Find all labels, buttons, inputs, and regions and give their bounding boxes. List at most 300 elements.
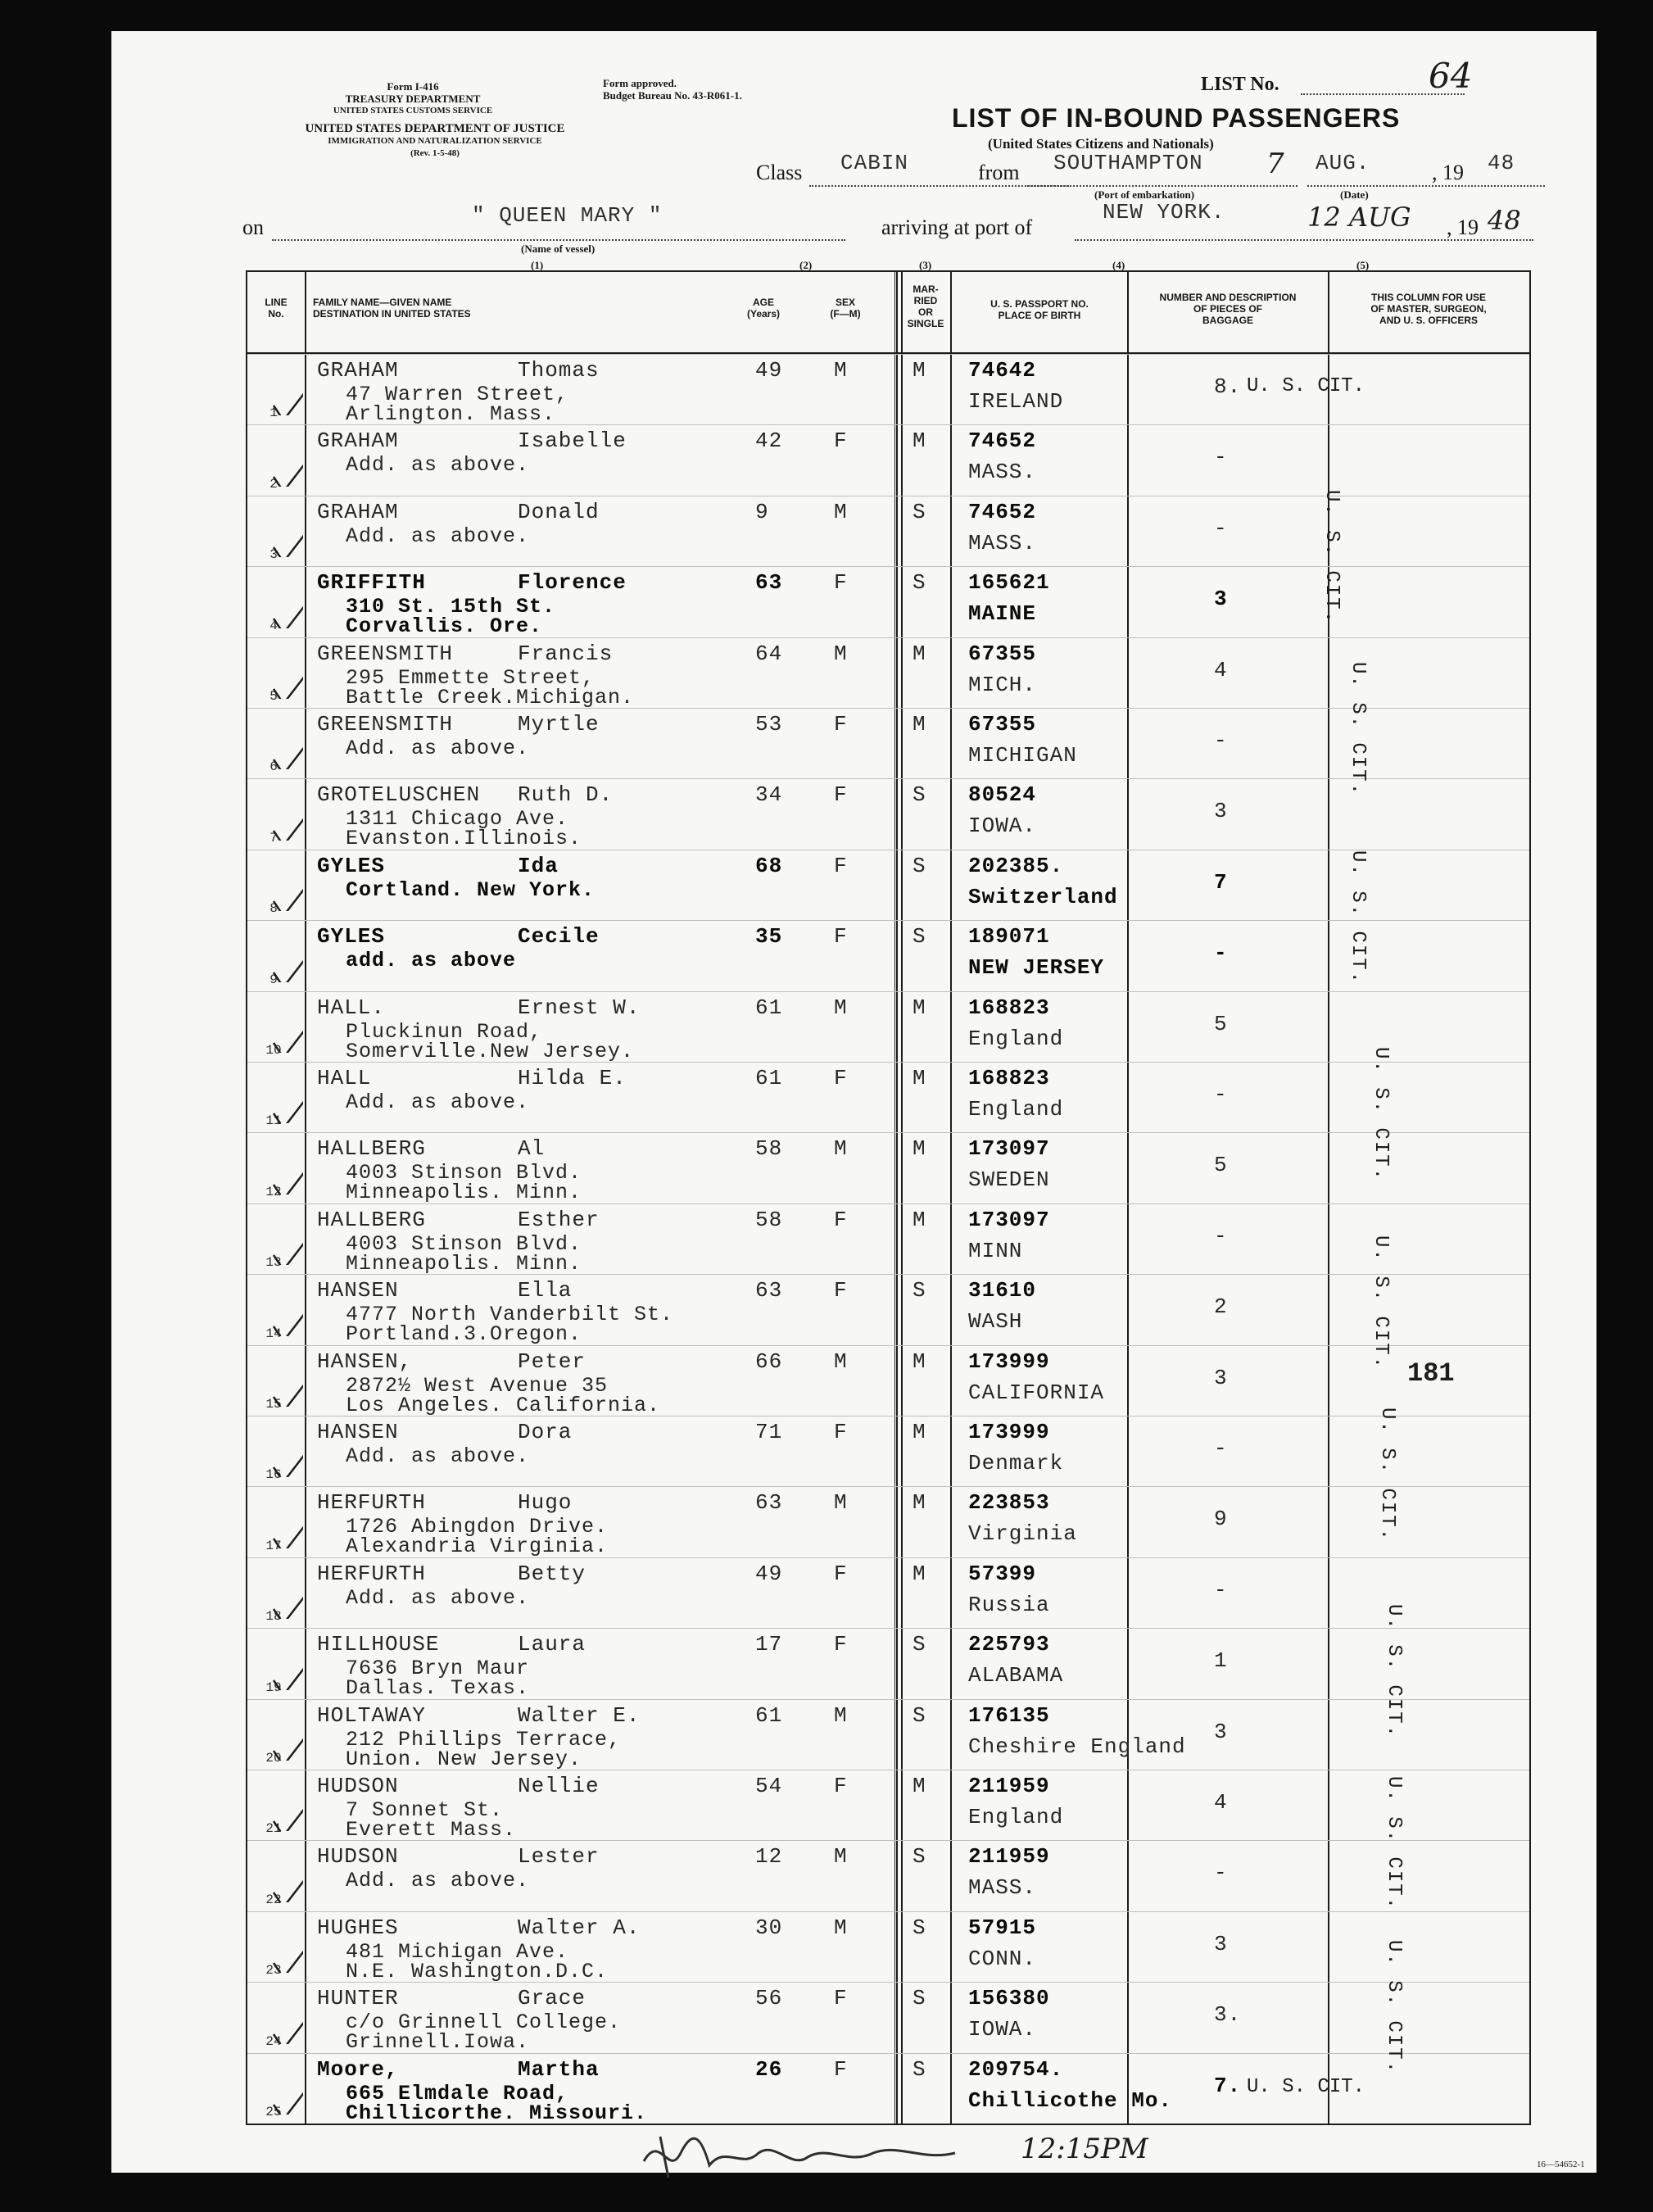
place-of-birth: MASS. <box>968 1875 1037 1901</box>
sex: F <box>834 853 848 878</box>
age: 64 <box>755 641 783 666</box>
passport-number: 211959 <box>968 1844 1050 1870</box>
baggage-count: 8. <box>1214 374 1242 399</box>
address-line-1: 1311 Chicago Ave. <box>346 807 569 832</box>
vessel-name: " QUEEN MARY " <box>472 203 663 228</box>
address-line-1: 2872½ West Avenue 35 <box>346 1373 609 1398</box>
sex: F <box>834 1561 848 1586</box>
table-row <box>247 1203 1529 1275</box>
passport-number: 168823 <box>968 995 1050 1020</box>
arrival-year: 48 <box>1488 205 1521 236</box>
table-row <box>247 708 1529 779</box>
checkmark-icon <box>270 941 303 982</box>
place-of-birth: Chillicothe Mo. <box>968 2087 1173 2113</box>
checkmark-icon <box>270 1436 303 1477</box>
line-number: 9 <box>269 972 278 987</box>
arriving-label: arriving at port of <box>881 215 1033 239</box>
table-row <box>247 637 1529 709</box>
family-name: GYLES <box>317 924 386 950</box>
address-line-2: Portland.3.Oregon. <box>346 1322 582 1347</box>
given-name: Lester <box>518 1844 600 1870</box>
inspection-time: 12:15PM <box>1021 2133 1148 2165</box>
age: 35 <box>755 924 783 950</box>
passport-number: 202385. <box>968 853 1064 878</box>
place-of-birth: Virginia <box>968 1521 1077 1547</box>
passport-number: 31610 <box>968 1278 1037 1303</box>
address-line-2: Minneapolis. Minn. <box>346 1251 582 1276</box>
header-baggage: NUMBER AND DESCRIPTION OF PIECES OF BAGGAGE <box>1159 292 1297 326</box>
line-number: 22 <box>265 1892 282 1907</box>
year-prefix: , 19 <box>1432 161 1464 184</box>
table-row <box>247 920 1529 991</box>
passport-number: 176135 <box>968 1702 1050 1728</box>
sex: M <box>834 1844 848 1870</box>
age: 54 <box>755 1774 783 1798</box>
baggage-count: - <box>1214 515 1228 541</box>
marital-status: S <box>913 2056 926 2082</box>
address-line-1: 4003 Stinson Blvd. <box>346 1161 582 1185</box>
given-name: Walter E. <box>518 1702 641 1728</box>
given-name: Hilda E. <box>518 1066 627 1090</box>
place-of-birth: SWEDEN <box>968 1167 1050 1193</box>
given-name: Esther <box>518 1207 600 1232</box>
given-name: Hugo <box>518 1490 573 1516</box>
checkmark-icon <box>270 1154 303 1194</box>
checkmark-icon <box>270 1366 303 1407</box>
officer-note-row1: U. S. CIT. <box>1247 375 1365 397</box>
age: 26 <box>755 2056 783 2082</box>
family-name: HUNTER <box>317 1986 399 2011</box>
on-label: on <box>242 215 264 239</box>
class-label: Class <box>756 161 803 184</box>
marital-status: S <box>913 1915 926 1940</box>
checkmark-icon <box>270 1224 303 1265</box>
line-number: 16 <box>265 1467 282 1483</box>
age: 56 <box>755 1986 783 2011</box>
age: 61 <box>755 1066 783 1090</box>
given-name: Ida <box>518 853 559 878</box>
line-number: 18 <box>265 1609 282 1625</box>
passport-number: 189071 <box>968 924 1050 950</box>
checkmark-icon <box>270 374 303 415</box>
marital-status: M <box>913 712 926 737</box>
baggage-count: 4 <box>1214 1790 1228 1815</box>
line-number: 1 <box>269 406 278 421</box>
checkmark-icon <box>270 1578 303 1619</box>
family-name: HERFURTH <box>317 1561 426 1586</box>
given-name: Cecile <box>518 924 600 950</box>
departure-month: AUG. <box>1316 151 1370 175</box>
departure-year: 48 <box>1488 151 1515 175</box>
sex: F <box>834 1066 848 1090</box>
place-of-birth: NEW JERSEY <box>968 955 1105 981</box>
table-row <box>247 1628 1529 1699</box>
age: 42 <box>755 428 783 454</box>
passport-number: 57399 <box>968 1561 1037 1586</box>
checkmark-icon <box>270 728 303 769</box>
place-of-birth: England <box>968 1805 1064 1829</box>
table-row <box>247 778 1529 850</box>
baggage-count: 9 <box>1214 1507 1228 1532</box>
marital-status: M <box>913 1349 926 1374</box>
passport-number: 211959 <box>968 1774 1050 1798</box>
address-line-1: 310 St. 15th St. <box>346 595 556 619</box>
passport-number: 165621 <box>968 570 1050 596</box>
line-number: 2 <box>269 476 278 492</box>
address-line-2: Los Angeles. California. <box>346 1393 661 1417</box>
baggage-count: - <box>1214 1223 1228 1249</box>
port-of-embarkation: SOUTHAMPTON <box>1053 151 1203 175</box>
list-no-value: 64 <box>1429 56 1473 96</box>
marital-status: M <box>913 641 926 666</box>
sex: F <box>834 428 848 454</box>
marital-status: M <box>913 1561 926 1586</box>
age: 30 <box>755 1915 783 1940</box>
address-line-1: 7636 Bryn Maur <box>346 1657 530 1681</box>
place-of-birth: Cheshire England <box>968 1734 1186 1759</box>
address-line-1: Add. as above. <box>346 1444 530 1468</box>
address-line-2: Alexandria Virginia. <box>346 1534 609 1559</box>
officer-stamp-vertical: U. S. CIT. <box>1347 850 1369 986</box>
address-line-1: 47 Warren Street, <box>346 383 569 406</box>
sex: M <box>834 641 848 666</box>
age: 53 <box>755 712 783 737</box>
document-subtitle: (United States Citizens and Nationals) <box>988 136 1214 152</box>
age: 63 <box>755 1278 783 1303</box>
table-row <box>247 1911 1529 1983</box>
given-name: Dora <box>518 1420 573 1444</box>
baggage-count: 4 <box>1214 657 1228 682</box>
sex: F <box>834 924 848 950</box>
officer-stamp-vertical: U. S. CIT. <box>1370 1235 1392 1371</box>
given-name: Walter A. <box>518 1915 641 1940</box>
place-of-birth: MICHIGAN <box>968 743 1077 768</box>
marital-status: M <box>913 1136 926 1162</box>
line-number: 17 <box>265 1538 282 1553</box>
checkmark-icon <box>270 516 303 557</box>
treasury-dept: TREASURY DEPARTMENT <box>345 93 481 105</box>
passport-number: 173999 <box>968 1349 1050 1374</box>
checkmark-icon <box>270 1295 303 1336</box>
marital-status: M <box>913 1774 926 1798</box>
place-of-birth: MASS. <box>968 530 1037 555</box>
address-line-2: Everett Mass. <box>346 1818 517 1842</box>
sex: M <box>834 358 848 383</box>
sex: M <box>834 499 848 524</box>
col-num-1: (1) <box>531 259 544 271</box>
port-caption: (Port of embarkation) <box>1094 188 1195 201</box>
marital-status: S <box>913 1278 926 1303</box>
address-line-1: 4003 Stinson Blvd. <box>346 1231 582 1256</box>
baggage-count: - <box>1214 445 1228 470</box>
address-line-1: Add. as above. <box>346 737 530 760</box>
age: 49 <box>755 358 783 383</box>
given-name: Ruth D. <box>518 782 614 808</box>
table-row <box>247 1345 1529 1416</box>
family-name: HUDSON <box>317 1844 399 1870</box>
family-name: GYLES <box>317 853 386 878</box>
baggage-count: 3 <box>1214 1931 1228 1956</box>
family-name: HUDSON <box>317 1774 399 1798</box>
family-name: HALL <box>317 1066 372 1090</box>
address-line-1: c/o Grinnell College. <box>346 2010 622 2035</box>
address-line-1: Cortland. New York. <box>346 877 596 902</box>
table-row <box>247 1062 1529 1133</box>
passport-number: 173097 <box>968 1207 1050 1232</box>
line-number: 20 <box>265 1750 282 1766</box>
age: 66 <box>755 1349 783 1374</box>
manifest-sheet <box>111 31 1596 2173</box>
given-name: Thomas <box>518 358 600 383</box>
line-number: 13 <box>265 1255 282 1271</box>
given-name: Laura <box>518 1632 586 1657</box>
passport-number: 156380 <box>968 1986 1050 2011</box>
sex: F <box>834 1207 848 1232</box>
table-row <box>247 1274 1529 1345</box>
table-row <box>247 1416 1529 1487</box>
passport-number: 74642 <box>968 358 1037 383</box>
line-number: 24 <box>265 2033 282 2049</box>
line-number: 6 <box>269 759 278 775</box>
baggage-count: 7. <box>1214 2073 1242 2098</box>
checkmark-icon <box>270 1082 303 1123</box>
sex: M <box>834 1490 848 1516</box>
header-name: FAMILY NAME—GIVEN NAME DESTINATION IN UNITED STATES <box>313 297 471 320</box>
line-number: 12 <box>265 1184 282 1199</box>
passport-number: 209754. <box>968 2056 1064 2082</box>
header-age: AGE (Years) <box>746 297 781 320</box>
form-approved: Form approved. <box>603 77 677 89</box>
immigration-service: IMMIGRATION AND NATURALIZATION SERVICE <box>328 136 542 146</box>
list-no-label: LIST No. <box>1201 74 1279 95</box>
marital-status: S <box>913 782 926 808</box>
address-line-2: Grinnell.Iowa. <box>346 2030 530 2055</box>
line-number: 25 <box>265 2104 282 2119</box>
family-name: GREENSMITH <box>317 641 454 666</box>
age: 61 <box>755 995 783 1020</box>
checkmark-icon <box>270 658 303 699</box>
age: 58 <box>755 1136 783 1162</box>
place-of-birth: MASS. <box>968 460 1037 485</box>
baggage-count: 3 <box>1214 587 1228 612</box>
table-row <box>247 424 1529 496</box>
place-of-birth: Switzerland <box>968 884 1118 909</box>
address-line-1: 4777 North Vanderbilt St. <box>346 1303 674 1327</box>
date-caption: (Date) <box>1340 188 1369 201</box>
family-name: GROTELUSCHEN <box>317 782 481 808</box>
marital-status: M <box>913 1207 926 1232</box>
address-line-1: 665 Elmdale Road, <box>346 2081 569 2105</box>
passport-number: 80524 <box>968 782 1037 808</box>
given-name: Myrtle <box>518 712 600 737</box>
sex: M <box>834 1702 848 1728</box>
officer-number: 181 <box>1407 1358 1455 1389</box>
family-name: GRIFFITH <box>317 570 426 596</box>
table-row <box>247 1557 1529 1629</box>
marital-status: S <box>913 499 926 524</box>
vessel-caption: (Name of vessel) <box>521 243 596 255</box>
place-of-birth: IRELAND <box>968 389 1064 414</box>
arrival-date: 12 AUG <box>1307 202 1411 233</box>
baggage-count: 3. <box>1214 2002 1242 2028</box>
checkmark-icon <box>270 1932 303 1973</box>
address-line-2: Arlington. Mass. <box>346 402 556 426</box>
address-line-1: 212 Phillips Terrace, <box>346 1727 622 1752</box>
baggage-count: - <box>1214 1436 1228 1461</box>
age: 49 <box>755 1561 783 1586</box>
marital-status: M <box>913 1420 926 1444</box>
family-name: HALLBERG <box>317 1136 426 1162</box>
marital-status: S <box>913 1986 926 2011</box>
from-label: from <box>978 161 1020 184</box>
address-line-1: Add. as above. <box>346 1869 530 1893</box>
baggage-count: 5 <box>1214 1153 1228 1178</box>
baggage-count: - <box>1214 941 1228 966</box>
header-line-no: LINE No. <box>265 297 288 320</box>
marital-status: S <box>913 1844 926 1870</box>
given-name: Al <box>518 1136 546 1162</box>
checkmark-icon <box>270 1012 303 1053</box>
table-row <box>247 1982 1529 2053</box>
officer-stamp-vertical: U. S. CIT. <box>1383 1604 1405 1739</box>
sex: M <box>834 1349 848 1374</box>
baggage-count: 7 <box>1214 869 1228 895</box>
age: 68 <box>755 853 783 878</box>
given-name: Ernest W. <box>518 995 641 1020</box>
checkmark-icon <box>270 1720 303 1761</box>
family-name: HANSEN, <box>317 1349 413 1374</box>
marital-status: S <box>913 1702 926 1728</box>
marital-status: M <box>913 995 926 1020</box>
place-of-birth: CONN. <box>968 1946 1037 1971</box>
address-line-2: N.E. Washington.D.C. <box>346 1959 609 1983</box>
given-name: Francis <box>518 641 614 666</box>
place-of-birth: Russia <box>968 1592 1050 1617</box>
departure-day: 7 <box>1266 147 1284 180</box>
col-num-2: (2) <box>799 259 813 271</box>
age: 71 <box>755 1420 783 1444</box>
officer-stamp-vertical: U. S. CIT. <box>1383 1940 1405 2075</box>
sex: F <box>834 1986 848 2011</box>
checkmark-icon <box>270 1861 303 1902</box>
age: 34 <box>755 782 783 808</box>
revision: (Rev. 1-5-48) <box>410 148 460 158</box>
line-number: 21 <box>265 1821 282 1837</box>
age: 63 <box>755 570 783 596</box>
sex: F <box>834 1774 848 1798</box>
baggage-count: 2 <box>1214 1294 1228 1320</box>
table-row <box>247 1132 1529 1203</box>
marital-status: M <box>913 428 926 454</box>
col-num-4: (4) <box>1112 259 1125 271</box>
passport-number: 173999 <box>968 1420 1050 1444</box>
family-name: Moore, <box>317 2056 399 2082</box>
sex: F <box>834 782 848 808</box>
passport-number: 74652 <box>968 499 1037 524</box>
given-name: Ella <box>518 1278 573 1303</box>
sex: M <box>834 1136 848 1162</box>
family-name: HERFURTH <box>317 1490 426 1516</box>
header-sex: SEX (F—M) <box>830 297 861 320</box>
officer-stamp-vertical: U. S. CIT. <box>1370 1047 1392 1182</box>
given-name: Betty <box>518 1561 586 1586</box>
sex: F <box>834 1278 848 1303</box>
line-number: 15 <box>265 1396 282 1412</box>
form-code: 16—54652-1 <box>1537 2160 1585 2169</box>
officer-stamp-vertical: U. S. CIT. <box>1347 662 1369 797</box>
marital-status: M <box>913 1490 926 1516</box>
sex: M <box>834 995 848 1020</box>
header-passport: U. S. PASSPORT NO. PLACE OF BIRTH <box>990 298 1089 321</box>
baggage-count: 3 <box>1214 1365 1228 1390</box>
checkmark-icon <box>270 587 303 628</box>
checkmark-icon <box>270 1507 303 1548</box>
marital-status: S <box>913 1632 926 1657</box>
header-married: MAR- RIED OR SINGLE <box>907 283 944 329</box>
officer-note-row25: U. S. CIT. <box>1247 2076 1365 2098</box>
place-of-birth: CALIFORNIA <box>968 1380 1105 1405</box>
age: 9 <box>755 499 769 524</box>
budget-bureau: Budget Bureau No. 43-R061-1. <box>603 89 742 102</box>
line-number: 10 <box>265 1042 282 1058</box>
officer-stamp-vertical: U. S. CIT. <box>1383 1776 1405 1911</box>
address-line-1: Add. as above. <box>346 453 530 478</box>
age: 63 <box>755 1490 783 1516</box>
passport-number: 67355 <box>968 641 1037 666</box>
passport-number: 223853 <box>968 1490 1050 1516</box>
family-name: HANSEN <box>317 1420 399 1444</box>
family-name: HUGHES <box>317 1915 399 1940</box>
line-number: 23 <box>265 1963 282 1979</box>
marital-status: S <box>913 570 926 596</box>
sex: F <box>834 1420 848 1444</box>
document-title: LIST OF IN-BOUND PASSENGERS <box>952 103 1401 133</box>
sex: F <box>834 2056 848 2082</box>
baggage-count: - <box>1214 1082 1228 1107</box>
address-line-1: add. as above <box>346 949 517 973</box>
address-line-2: Dallas. Texas. <box>346 1676 530 1701</box>
line-number: 19 <box>265 1679 282 1695</box>
baggage-count: - <box>1214 1861 1228 1886</box>
place-of-birth: MINN <box>968 1238 1023 1263</box>
officer-stamp-vertical: U. S. CIT. <box>1376 1407 1398 1543</box>
marital-status: M <box>913 358 926 383</box>
inspector-signature <box>636 2128 963 2186</box>
checkmark-icon <box>270 1790 303 1831</box>
age: 17 <box>755 1632 783 1657</box>
family-name: HOLTAWAY <box>317 1702 426 1728</box>
baggage-count: 3 <box>1214 799 1228 824</box>
marital-status: M <box>913 1066 926 1090</box>
place-of-birth: MAINE <box>968 601 1037 627</box>
family-name: GRAHAM <box>317 358 399 383</box>
address-line-1: 481 Michigan Ave. <box>346 1939 569 1964</box>
officer-stamp-vertical: U. S. CIT. <box>1320 490 1343 625</box>
address-line-1: 1726 Abingdon Drive. <box>346 1515 609 1539</box>
checkmark-icon <box>270 446 303 487</box>
address-line-1: Add. as above. <box>346 524 530 548</box>
place-of-birth: MICH. <box>968 672 1037 697</box>
customs-service: UNITED STATES CUSTOMS SERVICE <box>333 106 493 116</box>
baggage-count: 1 <box>1214 1648 1228 1674</box>
age: 58 <box>755 1207 783 1232</box>
address-line-1: Pluckinun Road, <box>346 1019 543 1044</box>
marital-status: S <box>913 924 926 950</box>
checkmark-icon <box>270 2003 303 2044</box>
line-number: 4 <box>269 618 278 633</box>
baggage-count: 3 <box>1214 1719 1228 1744</box>
place-of-birth: England <box>968 1097 1064 1122</box>
